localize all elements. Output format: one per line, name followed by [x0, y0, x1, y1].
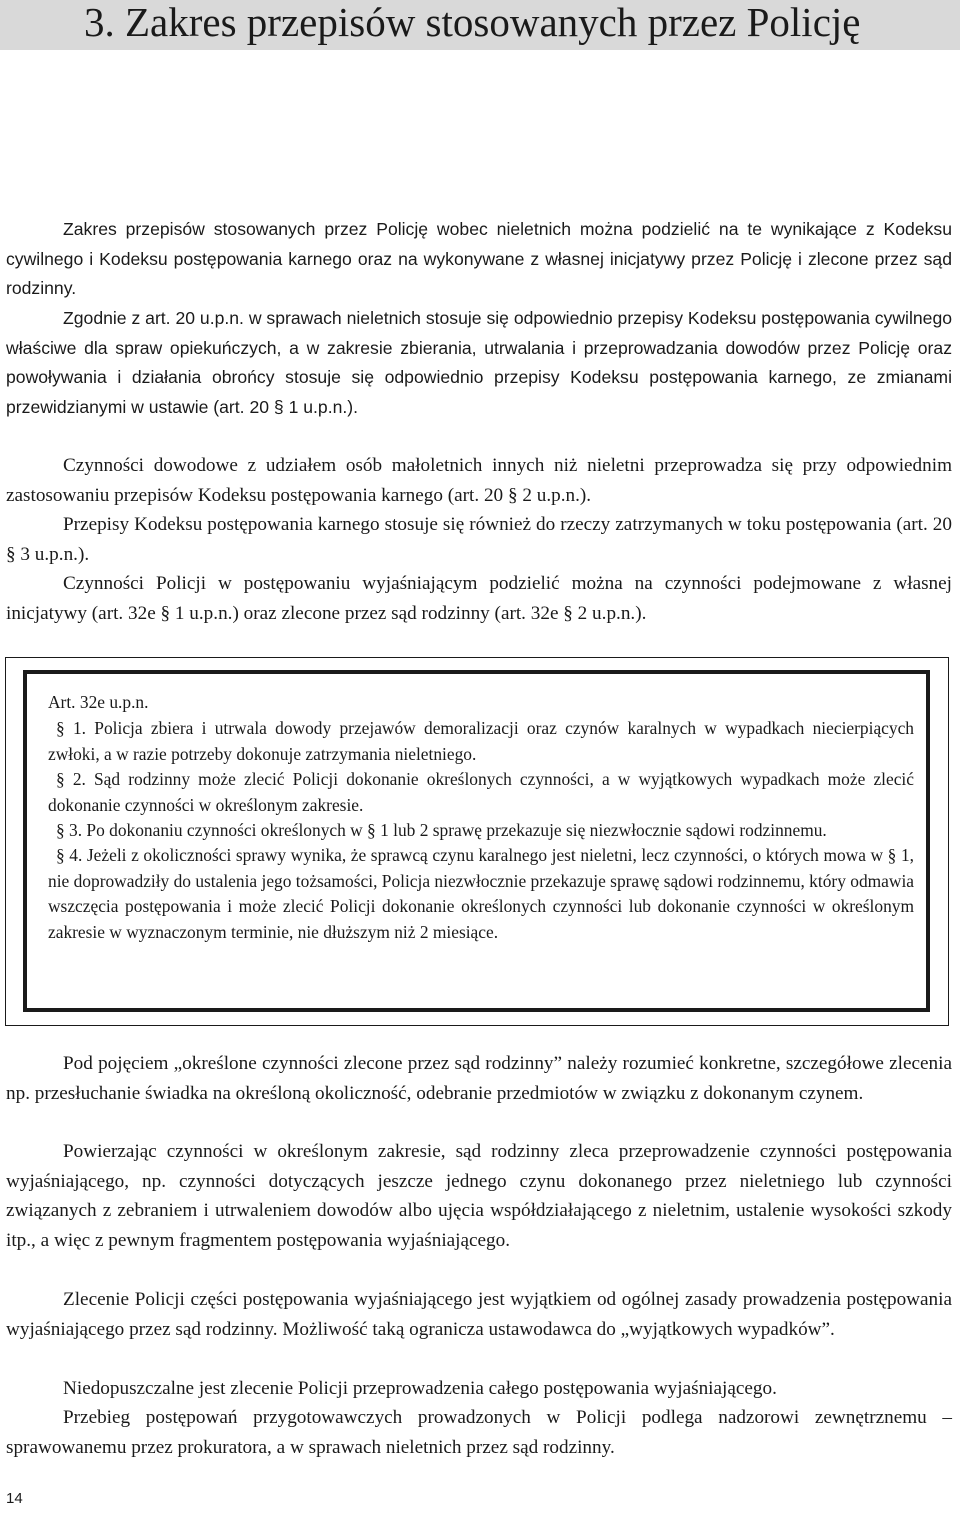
intro-paragraph-4: Przepisy Kodeksu postępowania karnego stosuje się również do rzeczy zatrzymanych w toku postępowania (art. 20 § 3 u.p.n.). [6, 514, 952, 565]
body-paragraph-2: Powierzając czynności w określonym zakresie, sąd rodzinny zleca przeprowadzenie czynności postępowania wyjaśniającego, np. czynności dotyczących jeszcze jednego czynu dokonanego przez nieletniego lub czynności związanych z zebraniem i utrwaleniem dowodów albo ujęcia współdziałającego z nieletnim, ustalenie wysokości szkody itp., a więc z pewnym fragmentem postępowania wyjaśniającego. [6, 1141, 952, 1251]
page-number: 14 [6, 1490, 23, 1507]
law-section-1: § 1. Policja zbiera i utrwala dowody przejawów demoralizacji oraz czynów karalnych w wypadkach niecierpiących zwłoki, a w razie potrzeby dokonuje zatrzymania nieletniego. [48, 718, 914, 764]
law-section-4: § 4. Jeżeli z okoliczności sprawy wynika, że sprawcą czynu karalnego jest nieletni, lecz czynności, o których mowa w § 1, nie doprowadziły do ustalenia jego tożsamości, Policja niezwłocznie przekazuje sprawę sądowi rodzinnemu, który odmawia wszczęcia postępowania i może zlecić Policji dokonanie określonych czynności lub dokonanie czynności w określonym zakresie w wyznaczonym terminie, nie dłuższym niż 2 miesiące. [48, 845, 914, 942]
law-section-2: § 2. Sąd rodzinny może zlecić Policji dokonanie określonych czynności, a w wyjątkowych wypadkach może zlecić dokonanie czynności w określonym zakresie. [48, 769, 914, 815]
intro-paragraph-1: Zakres przepisów stosowanych przez Policję wobec nieletnich można podzielić na te wynikające z Kodeksu cywilnego i Kodeksu postępowania karnego oraz na wykonywane z własnej inicjatywy przez Policję i zlecone przez sąd rodzinny. [6, 219, 952, 298]
law-box [48, 690, 914, 945]
law-heading: Art. 32e u.p.n. [48, 692, 149, 712]
body-paragraph-4: Niedopuszczalne jest zlecenie Policji przeprowadzenia całego postępowania wyjaśniającego. [63, 1378, 777, 1399]
body-paragraph-5: Przebieg postępowań przygotowawczych prowadzonych w Policji podlega nadzorowi zewnętrznemu – sprawowanemu przez prokuratora, a w sprawach nieletnich przez sąd rodzinny. [6, 1407, 952, 1458]
body-paragraph-1: Pod pojęciem „określone czynności zlecone przez sąd rodzinny” należy rozumieć konkretne, szczegółowe zlecenia np. przesłuchanie świadka na określoną okoliczność, odebranie przedmiotów w związku z dokonanym czynem. [6, 1053, 952, 1104]
page-title: 3. Zakres przepisów stosowanych przez Policję [84, 0, 861, 45]
intro-paragraph-5: Czynności Policji w postępowaniu wyjaśniającym podzielić można na czynności podejmowane z własnej inicjatywy (art. 32e § 1 u.p.n.) oraz zlecone przez sąd rodzinny (art. 32e § 2 u.p.n.). [6, 573, 952, 624]
body-paragraph-3: Zlecenie Policji części postępowania wyjaśniającego jest wyjątkiem od ogólnej zasady prowadzenia postępowania wyjaśniającego przez sąd rodzinny. Możliwość taką ogranicza ustawodawca do „wyjątkowych wypadków”. [6, 1289, 952, 1340]
law-section-3: § 3. Po dokonaniu czynności określonych w § 1 lub 2 sprawę przekazuje się niezwłocznie sądowi rodzinnemu. [56, 820, 827, 841]
intro-paragraph-2: Zgodnie z art. 20 u.p.n. w sprawach nieletnich stosuje się odpowiednio przepisy Kodeksu postępowania cywilnego właściwe dla spraw opiekuńczych, a w zakresie zbierania, utrwalania i przeprowadzania dowodów przez Policję oraz powoływania i działania obrońcy stosuje się odpowiednio przepisy Kodeksu postępowania karnego, ze zmianami przewidzianymi w ustawie (art. 20 § 1 u.p.n.). [6, 308, 953, 417]
intro-paragraph-3: Czynności dowodowe z udziałem osób małoletnich innych niż nieletni przeprowadza się przy odpowiednim zastosowaniu przepisów Kodeksu postępowania karnego (art. 20 § 2 u.p.n.). [6, 455, 952, 506]
